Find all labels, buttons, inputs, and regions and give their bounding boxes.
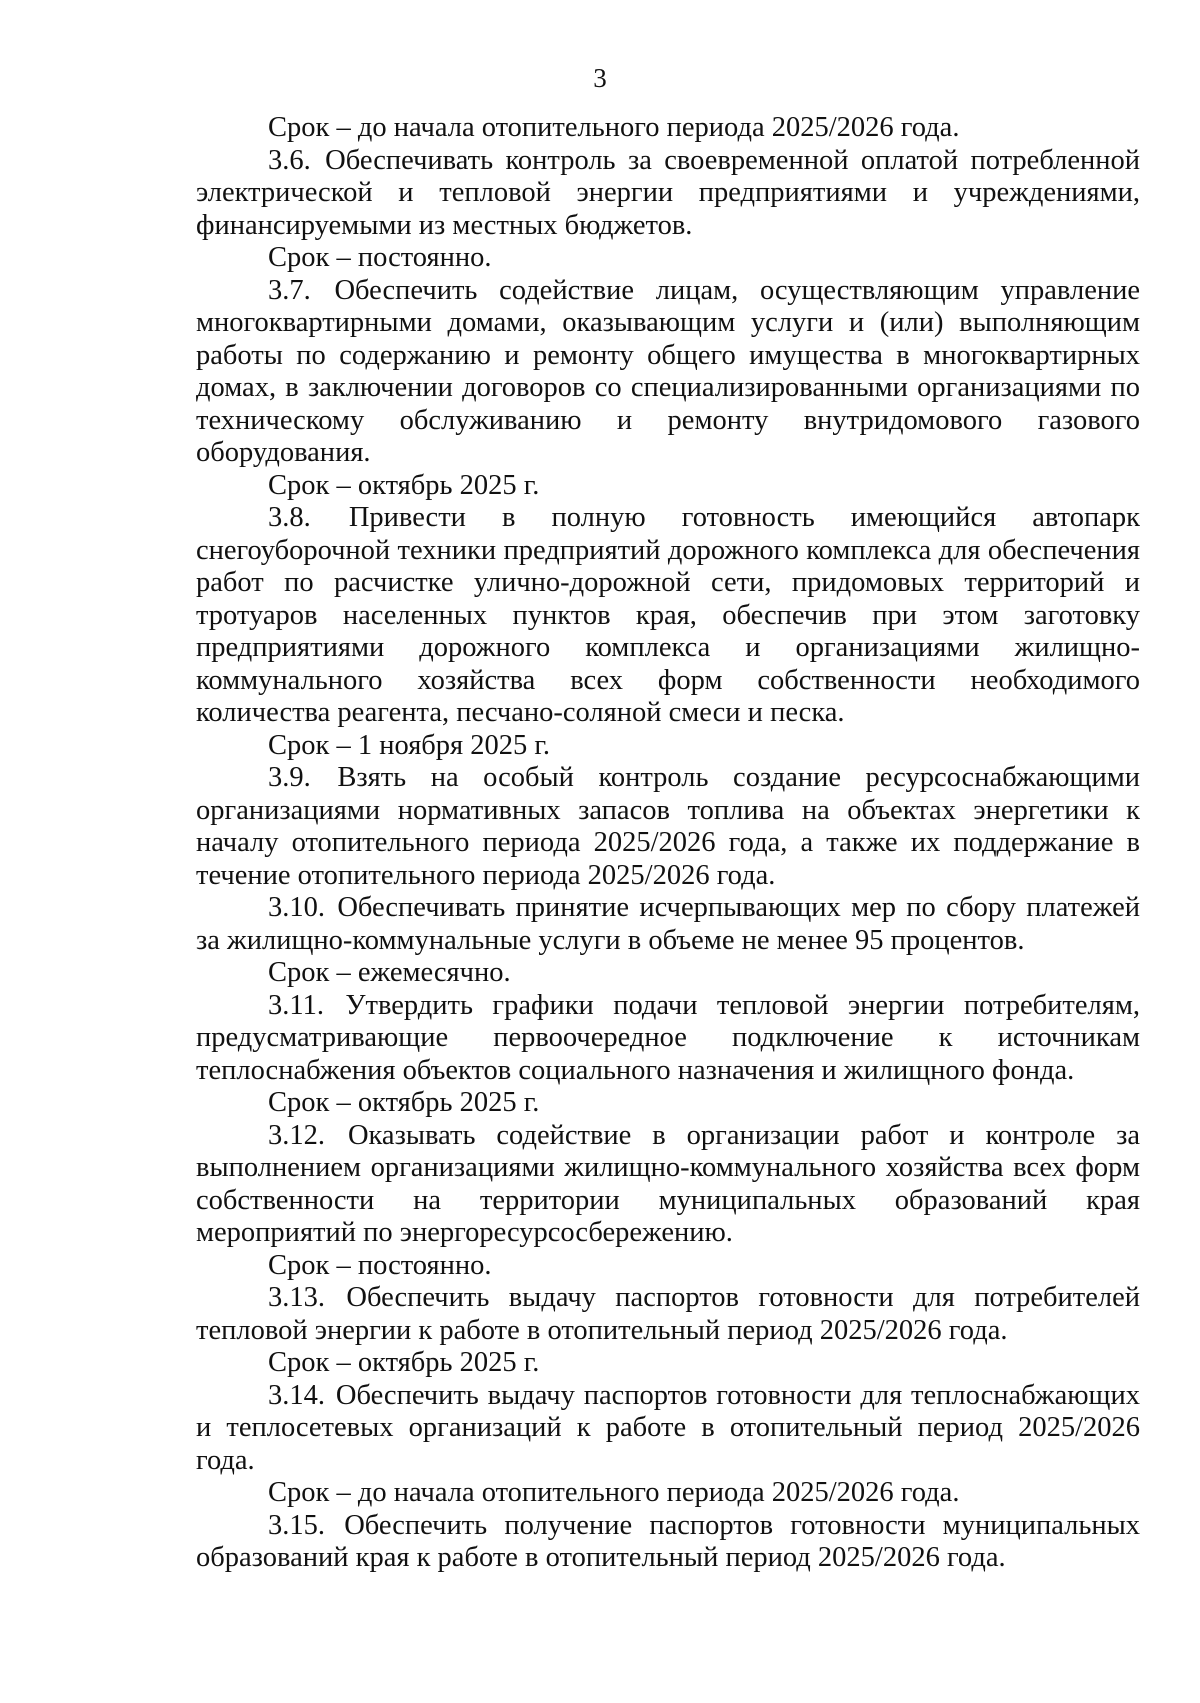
item-number: 3.9. [268, 762, 311, 793]
item-text: Обеспечить выдачу паспортов готовности для потребителей тепловой энергии к работе в отопительный период 2025/2026 года. [196, 1282, 1140, 1346]
deadline-text: Срок – до начала отопительного периода 2025/2026 года. [268, 112, 960, 143]
deadline-line [196, 242, 1140, 275]
item-text: Обеспечить получение паспортов готовности муниципальных образований края к работе в отопительный период 2025/2026 года. [196, 1509, 1140, 1573]
deadline-line [196, 1087, 1140, 1120]
item-paragraph-3-6 [196, 145, 1140, 243]
deadline-line [196, 957, 1140, 990]
deadline-text: Срок – постоянно. [268, 242, 492, 273]
item-text: Обеспечивать принятие исчерпывающих мер по сбору платежей за жилищно-коммунальные услуги в объеме не менее 95 процентов. [196, 892, 1140, 956]
item-paragraph-3-10 [196, 892, 1140, 957]
deadline-line [196, 1250, 1140, 1283]
item-number: 3.13. [268, 1282, 325, 1313]
deadline-text: Срок – ежемесячно. [268, 957, 511, 988]
item-paragraph-3-13 [196, 1282, 1140, 1347]
document-body [196, 112, 1140, 1575]
deadline-text: Срок – 1 ноября 2025 г. [268, 729, 551, 761]
item-number: 3.6. [268, 144, 311, 176]
deadline-line [196, 730, 1140, 763]
item-number: 3.12. [268, 1119, 325, 1151]
item-paragraph-3-12 [196, 1120, 1140, 1250]
page-number: 3 [593, 63, 607, 93]
item-number: 3.14. [268, 1379, 325, 1411]
deadline-text: Срок – октябрь 2025 г. [268, 1087, 540, 1118]
item-text: Обеспечивать контроль за своевременной оплатой потребленной электрической и тепловой энергии предприятиями и учреждениями, финансируемыми из местных бюджетов. [196, 144, 1140, 241]
item-text: Утвердить графики подачи тепловой энергии потребителям, предусматривающие первоочередное подключение к источникам теплоснабжения объектов социального назначения и жилищного фонда. [196, 989, 1141, 1086]
item-number: 3.8. [268, 502, 311, 533]
item-text: Обеспечить выдачу паспортов готовности для теплоснабжающих и теплосетевых организаций к работе в отопительный период 2025/2026 года. [196, 1379, 1140, 1476]
item-paragraph-3-9 [196, 762, 1140, 892]
item-text: Оказывать содействие в организации работ и контроле за выполнением организациями жилищно-коммунального хозяйства всех форм собственности на территории муниципальных образований края мероприятий по энергоресурсосбережению. [196, 1119, 1140, 1248]
item-text: Обеспечить содействие лицам, осуществляющим управление многоквартирными домами, оказывающим услуги и (или) выполняющим работы по содержанию и ремонту общего имущества в многоквартирных домах, в заключении договоров со специализированными организациями по техническому обслуживанию и ремонту внутридомового газового оборудования. [196, 274, 1141, 468]
item-paragraph-3-7 [196, 275, 1140, 470]
deadline-line [196, 470, 1140, 503]
deadline-line [196, 112, 1140, 145]
deadline-line [196, 1477, 1140, 1510]
item-paragraph-3-8 [196, 502, 1140, 730]
deadline-line [196, 1347, 1140, 1380]
item-paragraph-3-15 [196, 1510, 1140, 1575]
item-number: 3.15. [268, 1509, 325, 1541]
item-number: 3.11. [268, 989, 324, 1021]
item-number: 3.10. [268, 892, 325, 923]
item-paragraph-3-11 [196, 990, 1140, 1088]
item-number: 3.7. [268, 274, 311, 306]
deadline-text: Срок – до начала отопительного периода 2025/2026 года. [268, 1477, 960, 1508]
item-text: Взять на особый контроль создание ресурсоснабжающими организациями нормативных запасов топлива на объектах энергетики к началу отопительного периода 2025/2026 года, а также их поддержание в течение отопительного периода 2025/2026 года. [196, 762, 1141, 891]
item-text: Привести в полную готовность имеющийся автопарк снегоуборочной техники предприятий дорожного комплекса для обеспечения работ по расчистке улично-дорожной сети, придомовых территорий и тротуаров населенных пунктов края, обеспечив при этом заготовку предприятиями дорожного комплекса и организациями жилищно-коммунального хозяйства всех форм собственности необходимого количества реагента, песчано-соляной смеси и песка. [196, 502, 1140, 728]
deadline-text: Срок – октябрь 2025 г. [268, 469, 540, 501]
deadline-text: Срок – октябрь 2025 г. [268, 1347, 540, 1378]
deadline-text: Срок – постоянно. [268, 1249, 492, 1281]
item-paragraph-3-14 [196, 1380, 1140, 1478]
